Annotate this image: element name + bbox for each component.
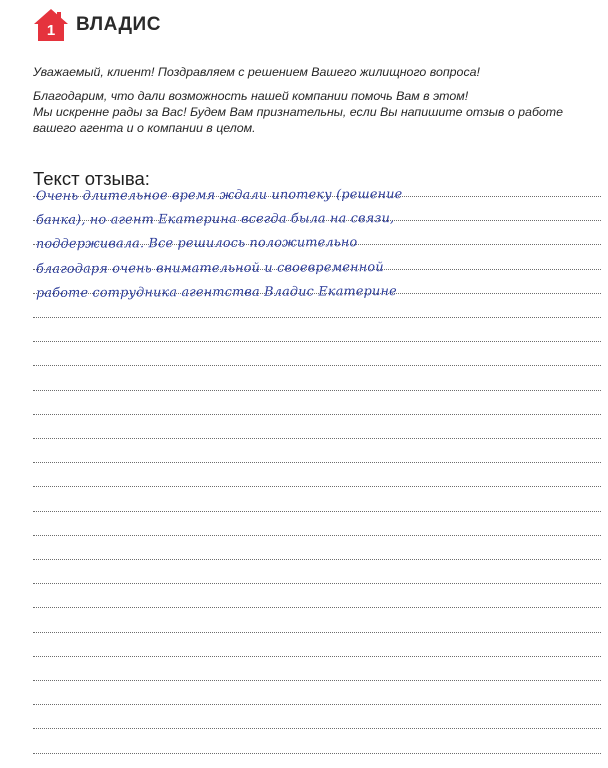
- intro-text: [33, 64, 593, 136]
- ruled-line: [33, 341, 601, 342]
- ruled-line: [33, 365, 601, 366]
- ruled-line: [33, 414, 601, 415]
- ruled-line: [33, 607, 601, 608]
- brand-name: ВЛАДИС: [76, 14, 161, 35]
- ruled-line: [33, 438, 601, 439]
- ruled-line: [33, 753, 601, 754]
- handwritten-line: работе сотрудника агентства Владис Екатерине: [35, 283, 397, 301]
- svg-text:1: 1: [46, 22, 56, 39]
- handwritten-line: благодаря очень внимательной и своевременной: [35, 259, 384, 277]
- ruled-line: [33, 583, 601, 584]
- ruled-line: [33, 511, 601, 512]
- thanks-line-1: Благодарим, что дали возможность нашей компании помочь Вам в этом!: [33, 89, 469, 103]
- handwritten-line: Очень длительное время ждали ипотеку (решение: [35, 187, 403, 204]
- greeting-text: Уважаемый, клиент! Поздравляем с решением Вашего жилищного вопроса!: [33, 65, 480, 79]
- ruled-line: [33, 632, 601, 633]
- review-section-title: Текст отзыва:: [33, 168, 150, 189]
- brand-logo: [33, 8, 161, 42]
- house-logo-icon: [33, 8, 69, 42]
- thanks-line-3: вашего агента и о компании в целом.: [33, 121, 256, 135]
- ruled-line: [33, 317, 601, 318]
- thanks-line-2: Мы искренне рады за Вас! Будем Вам признательны, если Вы напишите отзыв о работе: [33, 105, 564, 119]
- ruled-line: [33, 728, 601, 729]
- ruled-line: [33, 462, 601, 463]
- handwritten-line: банка), но агент Екатерина всегда была на связи,: [35, 211, 395, 229]
- ruled-line: [33, 390, 601, 391]
- ruled-line: [33, 486, 601, 487]
- ruled-line: [33, 704, 601, 705]
- handwritten-line: поддерживала. Все решилось положительно: [35, 235, 358, 253]
- ruled-line: [33, 656, 601, 657]
- ruled-line: [33, 535, 601, 536]
- ruled-line: [33, 559, 601, 560]
- ruled-line: [33, 680, 601, 681]
